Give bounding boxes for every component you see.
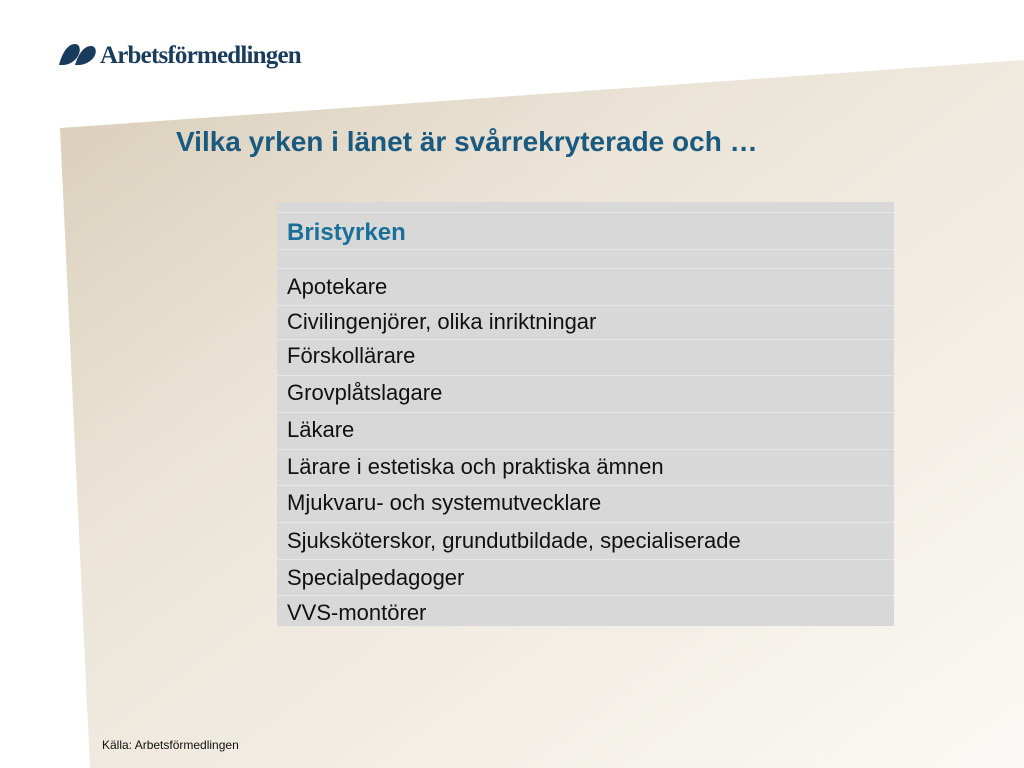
row-separator: [277, 485, 894, 486]
table-row: Förskollärare: [287, 343, 416, 368]
logo-text: Arbetsförmedlingen: [100, 41, 301, 69]
row-separator: [277, 268, 894, 269]
source-caption: Källa: Arbetsförmedlingen: [102, 738, 239, 752]
row-separator: [277, 305, 894, 306]
table-row: Mjukvaru- och systemutvecklare: [287, 490, 602, 515]
row-separator: [277, 595, 894, 596]
logo: [58, 40, 301, 70]
row-separator: [277, 412, 894, 413]
table-row: Apotekare: [287, 274, 388, 299]
row-separator: [277, 339, 894, 340]
table-row: VVS-montörer: [287, 600, 427, 625]
table-row: Grovplåtslagare: [287, 380, 443, 405]
row-separator: [277, 249, 894, 250]
row-separator: [277, 522, 894, 523]
table-row: Läkare: [287, 417, 355, 442]
table-row: Lärare i estetiska och praktiska ämnen: [287, 454, 664, 479]
slide-title: Vilka yrken i länet är svårrekryterade och …: [176, 126, 758, 157]
row-separator: [277, 449, 894, 450]
table-row: Sjuksköterskor, grundutbildade, specialiserade: [287, 528, 741, 553]
table-row: Civilingenjörer, olika inriktningar: [287, 309, 597, 334]
row-separator: [277, 559, 894, 560]
row-separator: [277, 375, 894, 376]
table-header: Bristyrken: [287, 219, 406, 246]
arbetsformedlingen-logo-icon: [58, 43, 98, 67]
row-separator: [277, 212, 894, 213]
bristyrken-table: [277, 202, 894, 626]
table-row: Specialpedagoger: [287, 565, 465, 590]
